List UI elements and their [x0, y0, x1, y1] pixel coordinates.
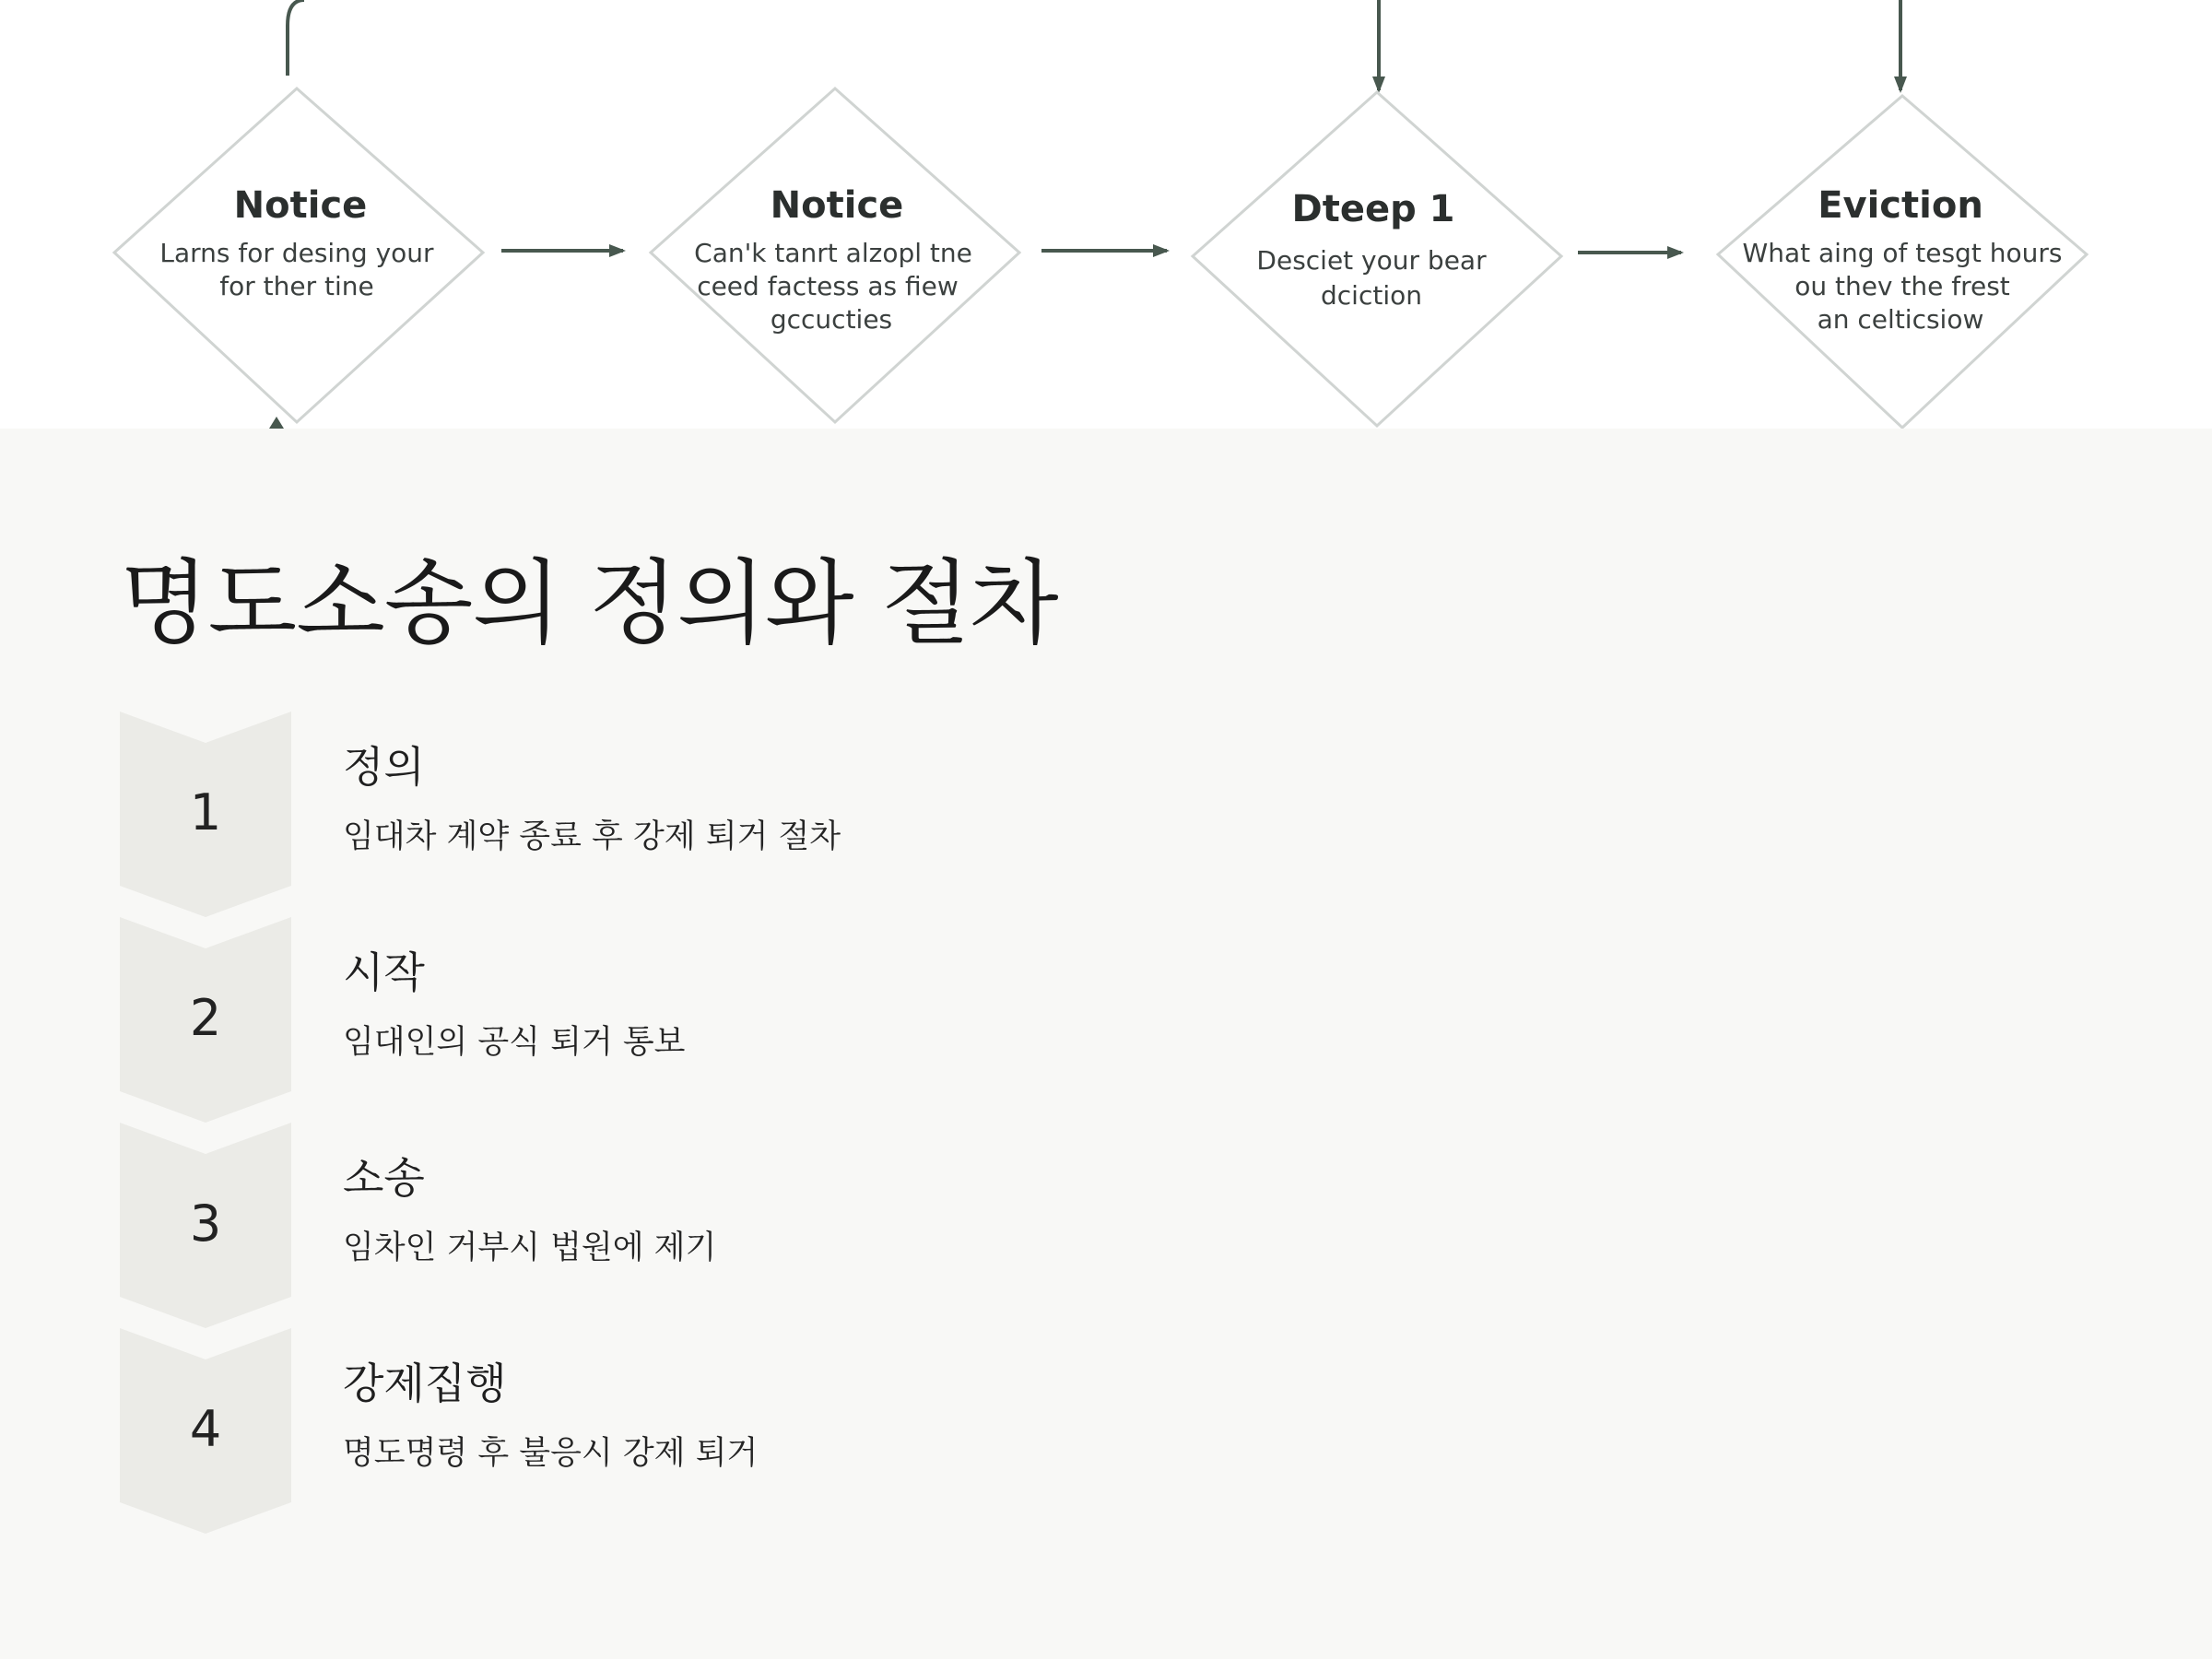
node-2-title: Notice [770, 184, 904, 227]
step-title: 소송 [343, 1153, 425, 1203]
node-2-line-3: gccucties [770, 304, 893, 335]
step-description: 임대인의 공식 퇴거 통보 [343, 1024, 686, 1061]
bottom-arrow-icon [269, 417, 284, 429]
step-title: 강제집행 [343, 1359, 507, 1408]
top-connector-line [288, 0, 304, 76]
node-3-title: Dteep 1 [1291, 188, 1455, 230]
node-1-line-2: for ther tine [219, 271, 374, 301]
flowchart-svg [0, 0, 2212, 429]
node-1-title: Notice [233, 184, 368, 227]
page-title: 명도소송의 정의와 절차 [120, 549, 1058, 657]
node-4-line-1: What aing of tesgt hours [1742, 238, 2063, 268]
node-1-line-1: Larns for desing your [159, 238, 434, 268]
node-2-line-1: Can'k tanrt alzopl tne [694, 238, 972, 268]
step-number: 4 [189, 1400, 222, 1458]
step-title: 시작 [343, 947, 425, 997]
step-item [120, 712, 2092, 917]
node-3-line-1: Desciet your bear [1256, 245, 1487, 276]
step-description: 임차인 거부시 법원에 제기 [343, 1230, 717, 1266]
step-number: 2 [189, 989, 222, 1047]
node-4-line-3: an celticsiow [1817, 304, 1984, 335]
content-section [120, 544, 2092, 1472]
step-number: 3 [189, 1194, 222, 1253]
step-number: 1 [189, 783, 222, 841]
step-description: 명도명령 후 불응시 강제 퇴거 [343, 1435, 759, 1472]
step-description: 임대차 계약 종료 후 강제 퇴거 절차 [343, 818, 841, 855]
node-4-line-2: ou thev the frest [1794, 271, 2010, 301]
node-3-line-2: dciction [1321, 280, 1422, 311]
flowchart-image [0, 0, 2212, 429]
step-item [120, 1328, 2092, 1534]
step-title: 정의 [343, 742, 425, 792]
step-item [120, 917, 2092, 1123]
step-item [120, 1123, 2092, 1328]
node-2-line-2: ceed factess as fiew [697, 271, 959, 301]
node-4-title: Eviction [1818, 184, 1983, 227]
